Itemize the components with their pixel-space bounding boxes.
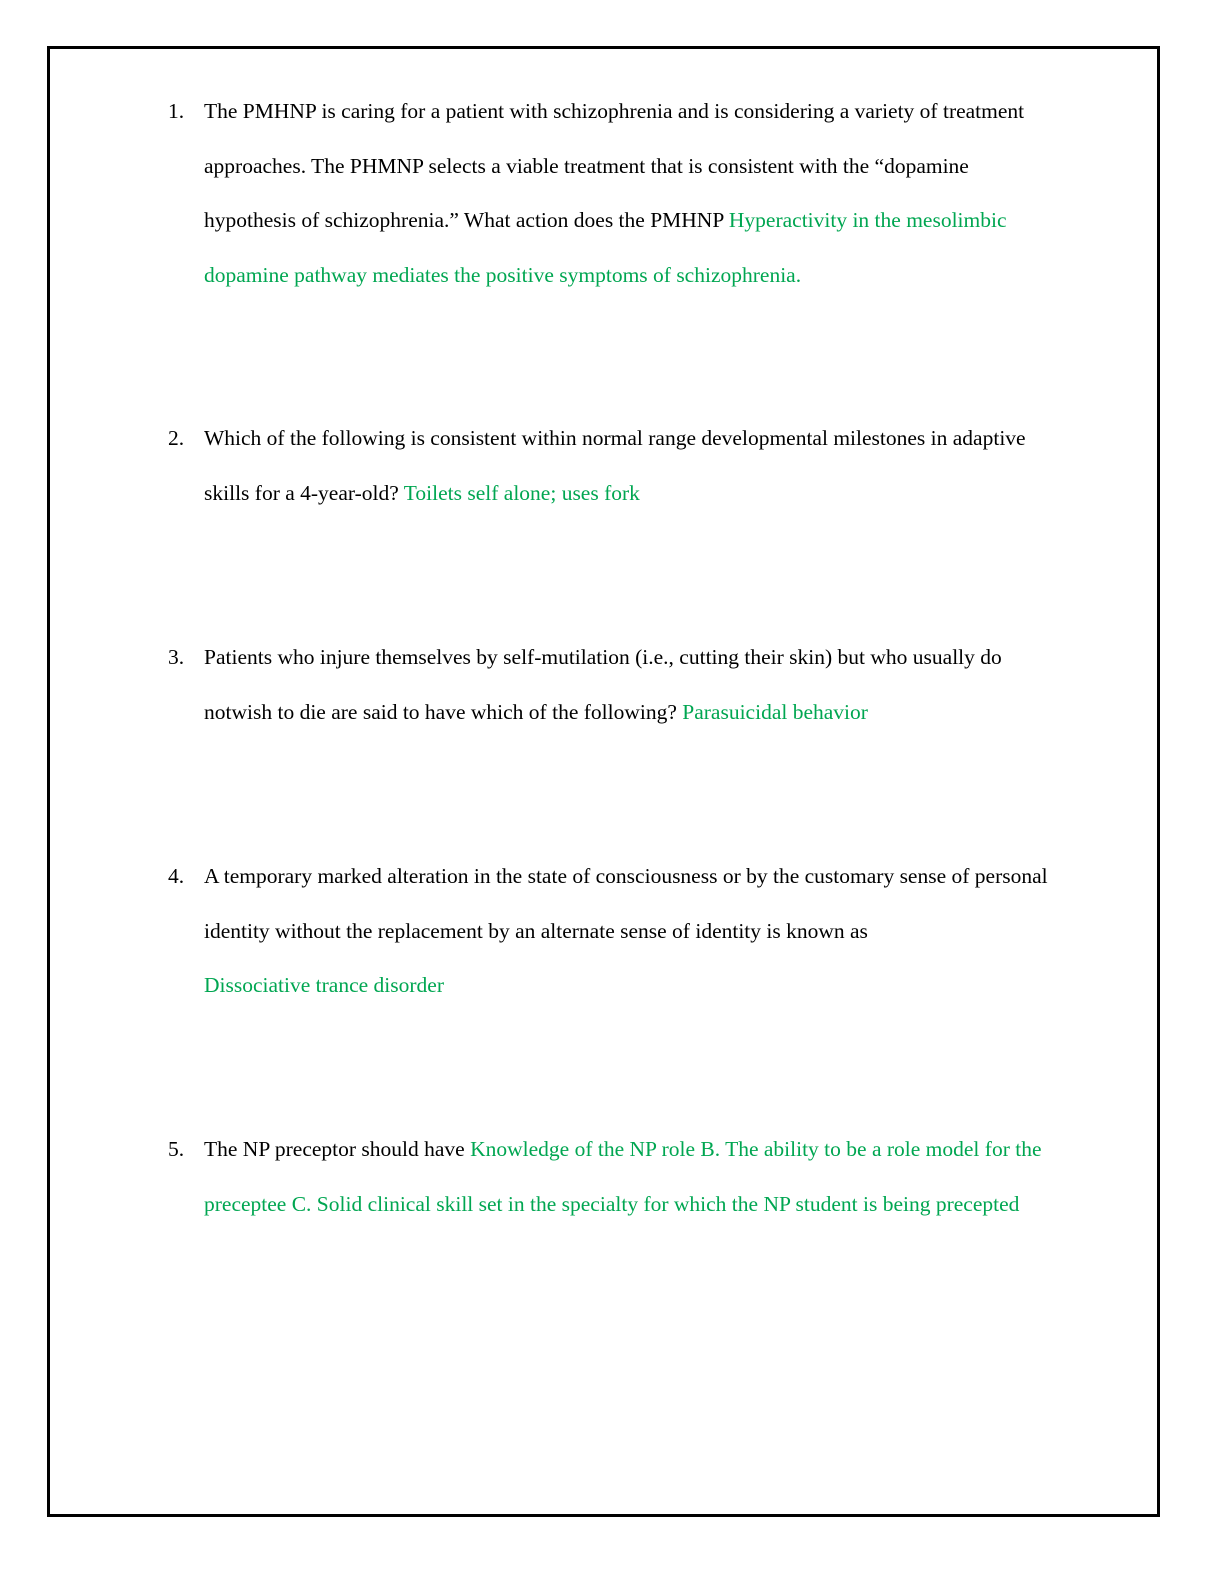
- question-text: The PMHNP is caring for a patient with schizophrenia and is considering a variety of treatment approaches. The PHMNP selects a viable treatment that is consistent with the “dopamine hypothesis of schizophrenia.” What action does the PMHNP: [204, 99, 1025, 232]
- answer-text: Knowledge of the NP role B. The ability to be a role model for the preceptee C. Solid clinical skill set in the specialty for which the NP student is being precepted: [204, 1137, 1042, 1216]
- question-item-5: [160, 1122, 1060, 1231]
- question-number: 5.: [168, 1137, 185, 1161]
- question-number: 3.: [168, 645, 185, 669]
- question-text: A temporary marked alteration in the state of consciousness or by the customary sense of personal identity without the replacement by an alternate sense of identity is known as: [204, 864, 1048, 943]
- question-item-3: [160, 630, 1060, 739]
- answer-text: Toilets self alone; uses fork: [403, 480, 640, 505]
- question-number: 4.: [168, 864, 185, 888]
- question-number: 2.: [168, 426, 185, 450]
- question-text: The NP preceptor should have: [204, 1137, 471, 1161]
- question-number: 1.: [168, 99, 185, 123]
- answer-text: Parasuicidal behavior: [682, 699, 868, 724]
- answer-text: Dissociative trance disorder: [204, 973, 444, 997]
- question-body: [204, 84, 1060, 302]
- question-text: Which of the following is consistent within normal range developmental milestones in adaptive skills for a 4-year-old?: [204, 426, 1026, 505]
- question-body: [204, 630, 1060, 739]
- question-body: [204, 411, 1060, 520]
- question-item-4: [160, 849, 1060, 1013]
- question-body: [204, 1122, 1060, 1231]
- question-item-1: [160, 84, 1060, 302]
- question-item-2: [160, 411, 1060, 520]
- question-text: Patients who injure themselves by self-mutilation (i.e., cutting their skin) but who usually do notwish to die are said to have which of the following?: [204, 645, 1002, 724]
- question-body: [204, 849, 1060, 1013]
- answer-text: Hyperactivity in the mesolimbic dopamine pathway mediates the positive symptoms of schizophrenia.: [204, 208, 1007, 287]
